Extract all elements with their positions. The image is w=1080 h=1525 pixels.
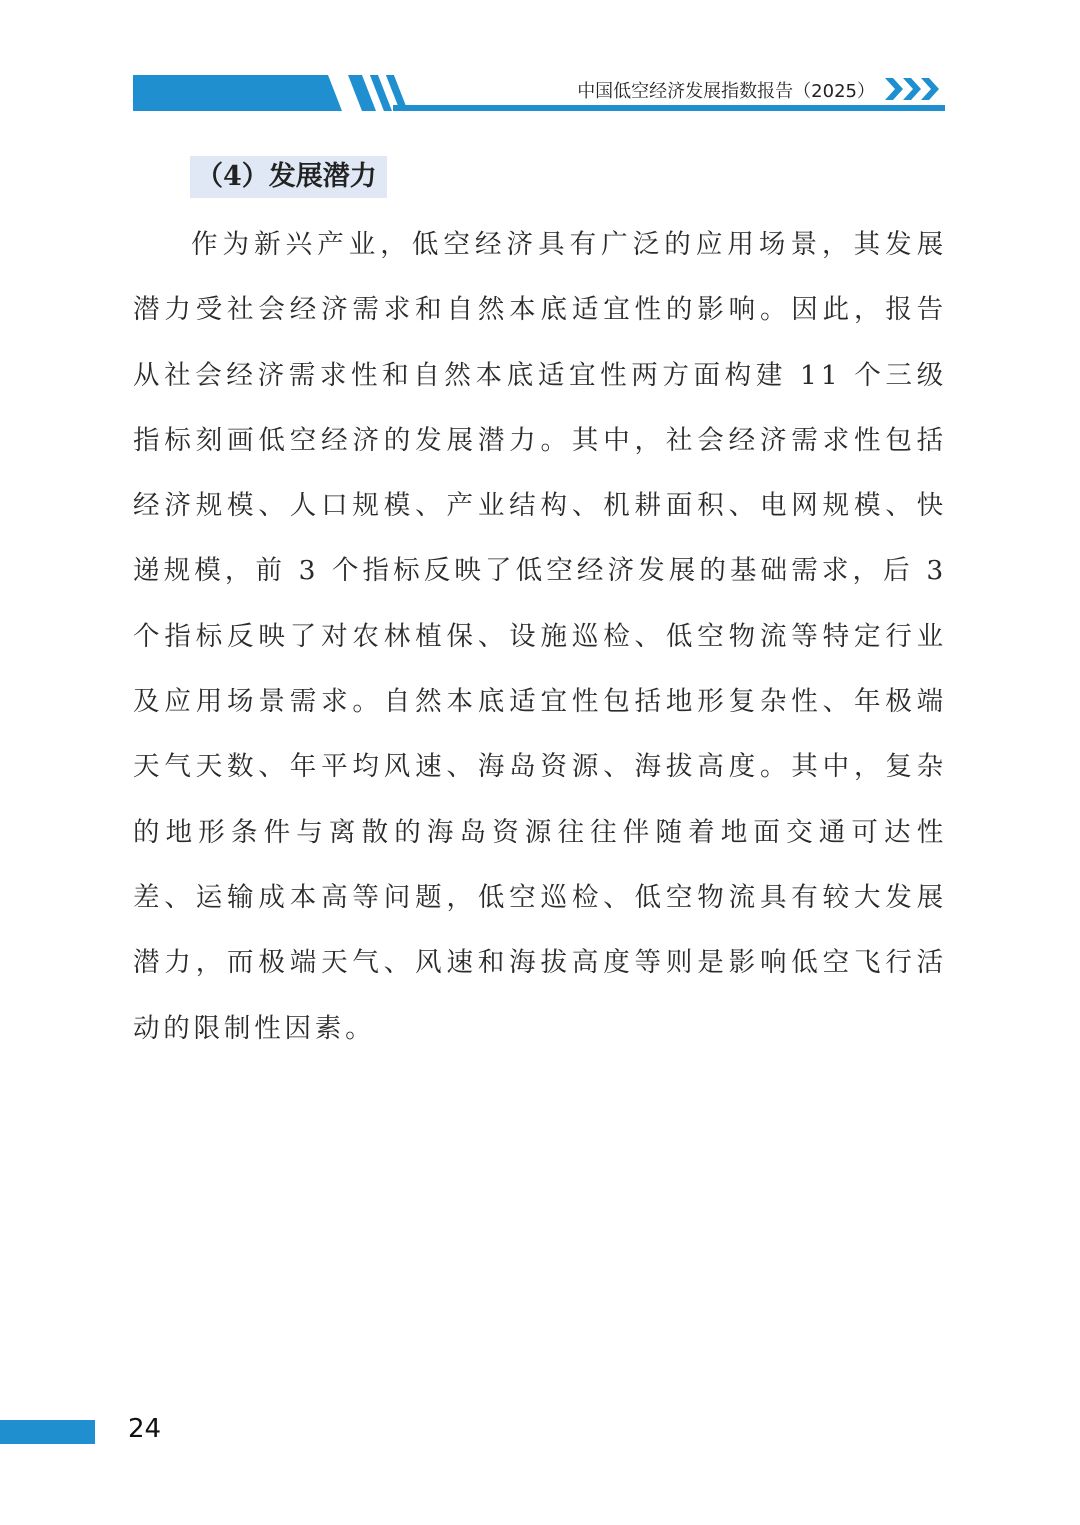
chevron-right-icon — [883, 76, 943, 102]
header-title: 中国低空经济发展指数报告（2025） — [577, 81, 875, 102]
page-number-bar — [0, 1420, 95, 1444]
section-heading: （4）发展潜力 — [190, 156, 387, 198]
page-number: 24 — [128, 1414, 162, 1444]
page-header — [133, 75, 945, 111]
header-underline — [393, 105, 945, 111]
body-paragraph: 作为新兴产业，低空经济具有广泛的应用场景，其发展潜力受社会经济需求和自然本底适宜性的影响。因此，报告从社会经济需求性和自然本底适宜性两方面构建 11 个三级指标刻画低空经济的发展潜力。其中，社会经济需求性包括经济规模、人口规模、产业结构、机耕面积、电网规模、快递规模，前 3 个指标反映了低空经济发展的基础需求，后 3 个指标反映了对农林植保、设施巡检、低空物流等特定行业及应用场景需求。自然本底适宜性包括地形复杂性、年极端天气天数、年平均风速、海岛资源、海拔高度。其中，复杂的地形条件与离散的海岛资源往往伴随着地面交通可达性差、运输成本高等问题，低空巡检、低空物流具有较大发展潜力，而极端天气、风速和海拔高度等则是影响低空飞行活动的限制性因素。 — [133, 229, 947, 1044]
